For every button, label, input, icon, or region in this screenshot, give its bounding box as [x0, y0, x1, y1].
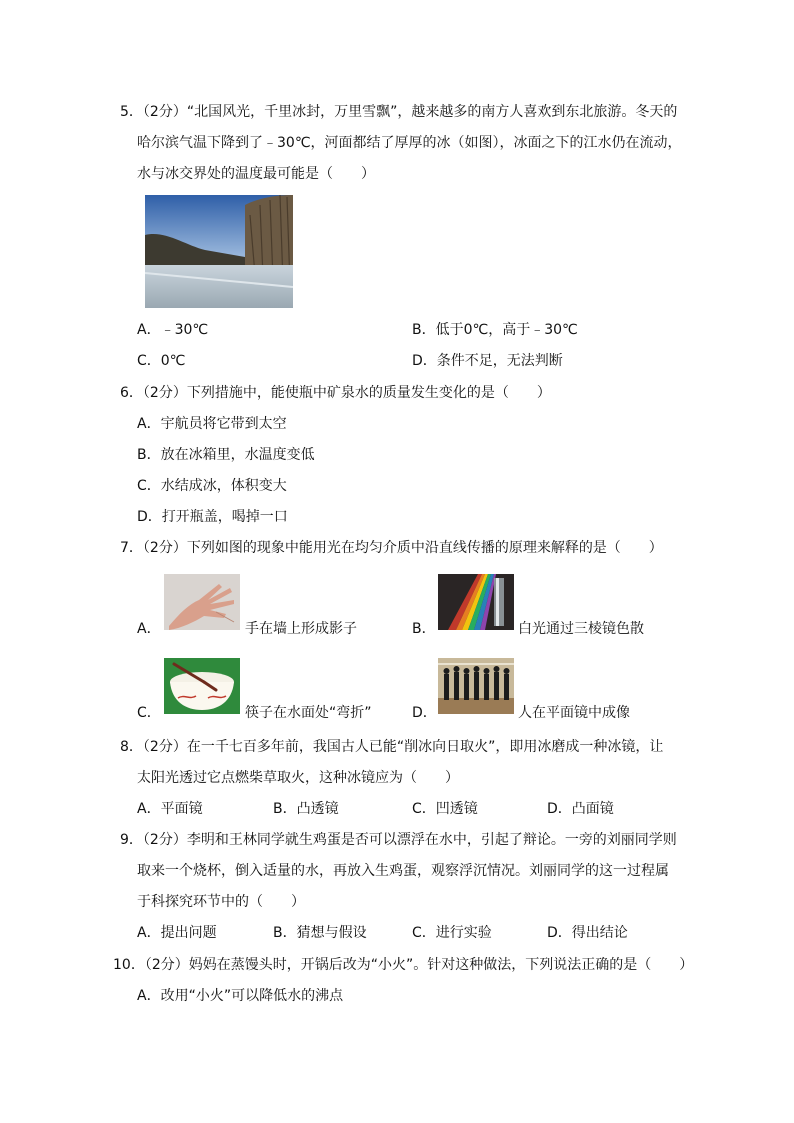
q9-line-2: 取来一个烧杯，倒入适量的水，再放入生鸡蛋，观察浮沉情况。刘丽同学的这一过程属	[137, 863, 669, 879]
q6-option-d: D．打开瓶盖，喝掉一口	[137, 509, 288, 525]
q7-option-a-text: 手在墙上形成影子	[245, 621, 357, 637]
q5-line-1: 5．（2分）“北国风光，千里冰封，万里雪飘”，越来越多的南方人喜欢到东北旅游。冬天的	[120, 104, 678, 120]
q7-option-d-letter: D．	[412, 705, 437, 721]
frozen-river-photo	[145, 195, 293, 308]
q9-line-3: 于科探究环节中的（ ）	[137, 894, 305, 910]
q9-line-1: 9．（2分）李明和王林同学就生鸡蛋是否可以漂浮在水中，引起了辩论。一旁的刘丽同学则	[120, 832, 677, 848]
q5-line-3: 水与冰交界处的温度最可能是（ ）	[137, 166, 375, 182]
q8-option-d: D．凸面镜	[547, 801, 614, 817]
q7-option-b-text: 白光通过三棱镜色散	[518, 621, 644, 637]
q8-line-1: 8．（2分）在一千七百多年前，我国古人已能“削冰向日取火”，即用冰磨成一种冰镜，让	[120, 739, 664, 755]
q7-option-c-letter: C．	[137, 705, 161, 721]
prism-dispersion-photo	[438, 574, 514, 630]
q7-option-a-letter: A．	[137, 621, 161, 637]
q8-option-b: B．凸透镜	[273, 801, 339, 817]
q8-option-c: C．凹透镜	[412, 801, 478, 817]
q6-option-c: C．水结成冰，体积变大	[137, 478, 287, 494]
q5-option-c: C．0℃	[137, 353, 186, 369]
mirror-dancers-photo	[438, 658, 514, 714]
q5-option-a: A．﹣30℃	[137, 322, 209, 338]
q9-option-d: D．得出结论	[547, 925, 628, 941]
q10-option-a: A．改用“小火”可以降低水的沸点	[137, 988, 344, 1004]
q9-option-c: C．进行实验	[412, 925, 492, 941]
q7-option-d-text: 人在平面镜中成像	[518, 705, 630, 721]
q5-line-2: 哈尔滨气温下降到了﹣30℃，河面都结了厚厚的冰（如图），冰面之下的江水仍在流动，	[137, 135, 682, 151]
q6-line-1: 6．（2分）下列措施中，能使瓶中矿泉水的质量发生变化的是（ ）	[120, 385, 551, 401]
q7-option-b-letter: B．	[412, 621, 436, 637]
q7-line-1: 7．（2分）下列如图的现象中能用光在均匀介质中沿直线传播的原理来解释的是（ ）	[120, 540, 663, 556]
q9-option-a: A．提出问题	[137, 925, 217, 941]
q6-option-a: A．宇航员将它带到太空	[137, 416, 287, 432]
chopstick-bowl-photo	[164, 658, 240, 714]
q5-option-d: D．条件不足，无法判断	[412, 353, 563, 369]
q8-option-a: A．平面镜	[137, 801, 203, 817]
q9-option-b: B．猜想与假设	[273, 925, 367, 941]
q5-option-b: B．低于0℃，高于﹣30℃	[412, 322, 578, 338]
q8-line-2: 太阳光透过它点燃柴草取火，这种冰镜应为（ ）	[137, 770, 459, 786]
q6-option-b: B．放在冰箱里，水温度变低	[137, 447, 315, 463]
q7-option-c-text: 筷子在水面处“弯折”	[245, 705, 372, 721]
q10-line-1: 10．（2分）妈妈在蒸馒头时，开锅后改为“小火”。针对这种做法，下列说法正确的是（ ）	[113, 957, 694, 973]
hand-shadow-photo	[164, 574, 240, 630]
